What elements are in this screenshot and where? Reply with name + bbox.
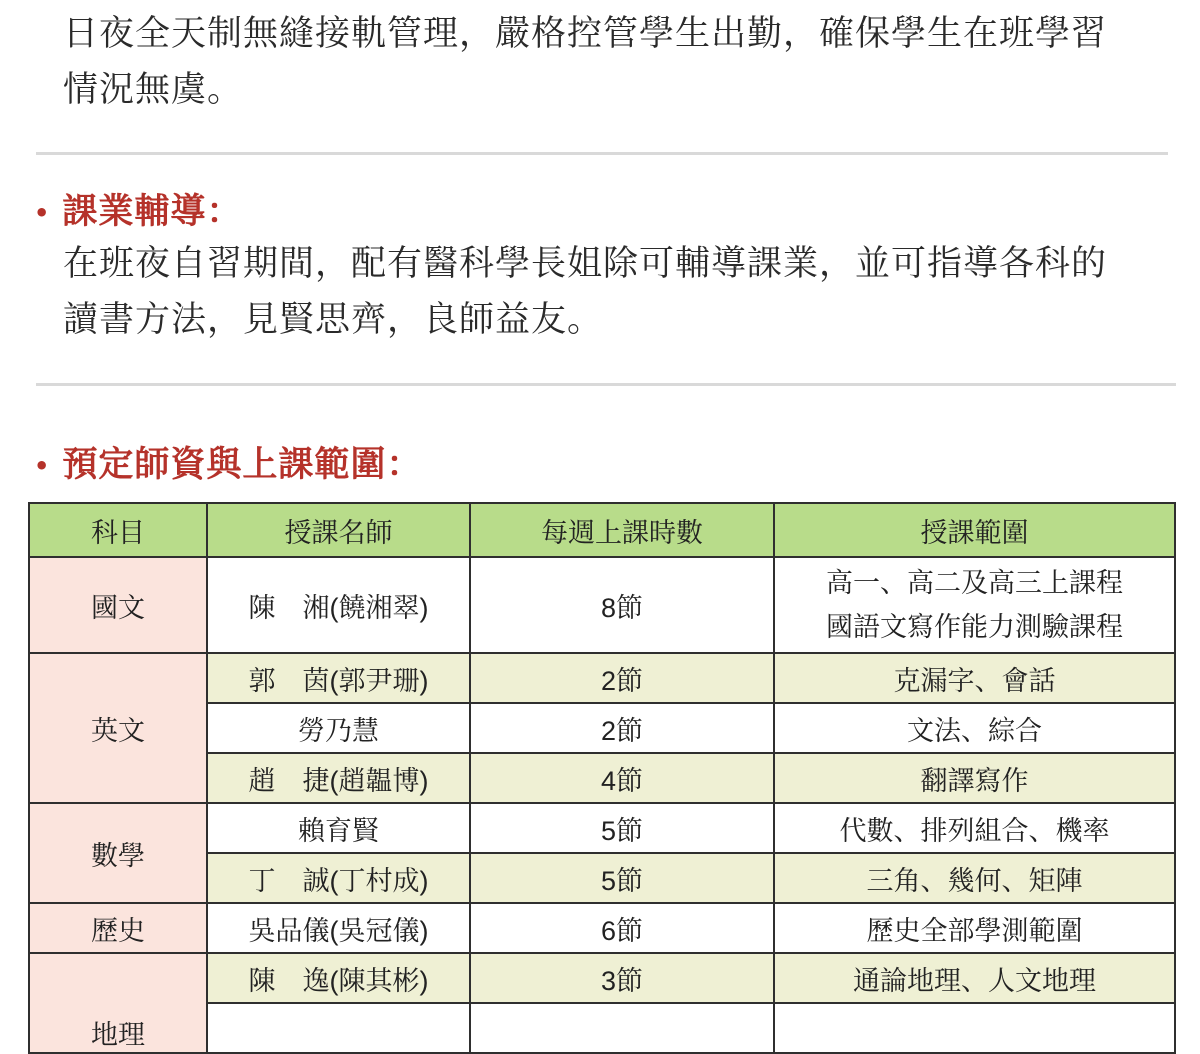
teacher-cell: 陳 湘(饒湘翠) xyxy=(207,557,470,653)
tutoring-heading-text: 課業輔導： xyxy=(62,192,243,232)
scope-cell xyxy=(774,557,1175,653)
tutoring-line-1: 在班夜自習期間，配有醫科學長姐除可輔導課業，並可指導各科的 xyxy=(63,244,1108,284)
header-subject: 科目 xyxy=(29,503,207,557)
scope-cell: 代數、排列組合、機率 xyxy=(774,803,1175,853)
subject-cell: 地理 xyxy=(29,953,207,1053)
teacher-cell: 郭 茵(郭尹珊) xyxy=(207,653,470,703)
table-header-row xyxy=(29,503,1175,557)
hours-cell: 5節 xyxy=(470,853,774,903)
bullet-icon: • xyxy=(34,452,51,480)
hours-cell: 2節 xyxy=(470,703,774,753)
scope-cell: 歷史全部學測範圍 xyxy=(774,903,1175,953)
faculty-heading-text: 預定師資與上課範圍： xyxy=(62,445,423,485)
table-row xyxy=(29,557,1175,653)
scope-line: 高一、高二及高三上課程 xyxy=(826,568,1123,598)
table-row xyxy=(29,903,1175,953)
teacher-cell: 趙 捷(趙韞博) xyxy=(207,753,470,803)
section-heading-tutoring xyxy=(34,184,242,234)
scope-cell: 三角、幾何、矩陣 xyxy=(774,853,1175,903)
tutoring-paragraph xyxy=(63,236,1107,348)
subject-cell: 英文 xyxy=(29,653,207,803)
divider xyxy=(36,152,1168,155)
intro-line-2: 情況無虞。 xyxy=(63,70,244,110)
hours-cell: 2節 xyxy=(470,653,774,703)
teacher-cell: 吳品儀(吳冠儀) xyxy=(207,903,470,953)
teacher-cell xyxy=(207,1003,470,1053)
section-heading-faculty xyxy=(34,437,422,487)
scope-line: 國語文寫作能力測驗課程 xyxy=(826,612,1123,642)
scope-cell: 翻譯寫作 xyxy=(774,753,1175,803)
teacher-cell: 陳 逸(陳其彬) xyxy=(207,953,470,1003)
header-scope: 授課範圍 xyxy=(774,503,1175,557)
hours-cell: 6節 xyxy=(470,903,774,953)
intro-line-1: 日夜全天制無縫接軌管理，嚴格控管學生出勤，確保學生在班學習 xyxy=(63,14,1108,54)
table-row xyxy=(29,953,1175,1003)
tutoring-line-2: 讀書方法，見賢思齊，良師益友。 xyxy=(63,300,604,340)
teacher-cell: 賴育賢 xyxy=(207,803,470,853)
scope-cell xyxy=(774,1003,1175,1053)
hours-cell: 5節 xyxy=(470,803,774,853)
subject-cell: 數學 xyxy=(29,803,207,903)
header-hours: 每週上課時數 xyxy=(470,503,774,557)
hours-cell xyxy=(470,1003,774,1053)
hours-cell: 4節 xyxy=(470,753,774,803)
scope-cell: 文法、綜合 xyxy=(774,703,1175,753)
hours-cell: 8節 xyxy=(470,557,774,653)
subject-cell: 歷史 xyxy=(29,903,207,953)
teacher-cell: 丁 誠(丁村成) xyxy=(207,853,470,903)
bullet-icon: • xyxy=(34,199,51,227)
hours-cell: 3節 xyxy=(470,953,774,1003)
faculty-table xyxy=(28,502,1176,1054)
header-teacher: 授課名師 xyxy=(207,503,470,557)
scope-cell: 通論地理、人文地理 xyxy=(774,953,1175,1003)
scope-cell: 克漏字、會話 xyxy=(774,653,1175,703)
subject-cell: 國文 xyxy=(29,557,207,653)
table-row xyxy=(29,803,1175,853)
table-row xyxy=(29,653,1175,703)
divider xyxy=(36,383,1176,386)
teacher-cell: 勞乃慧 xyxy=(207,703,470,753)
intro-paragraph xyxy=(63,6,1107,118)
